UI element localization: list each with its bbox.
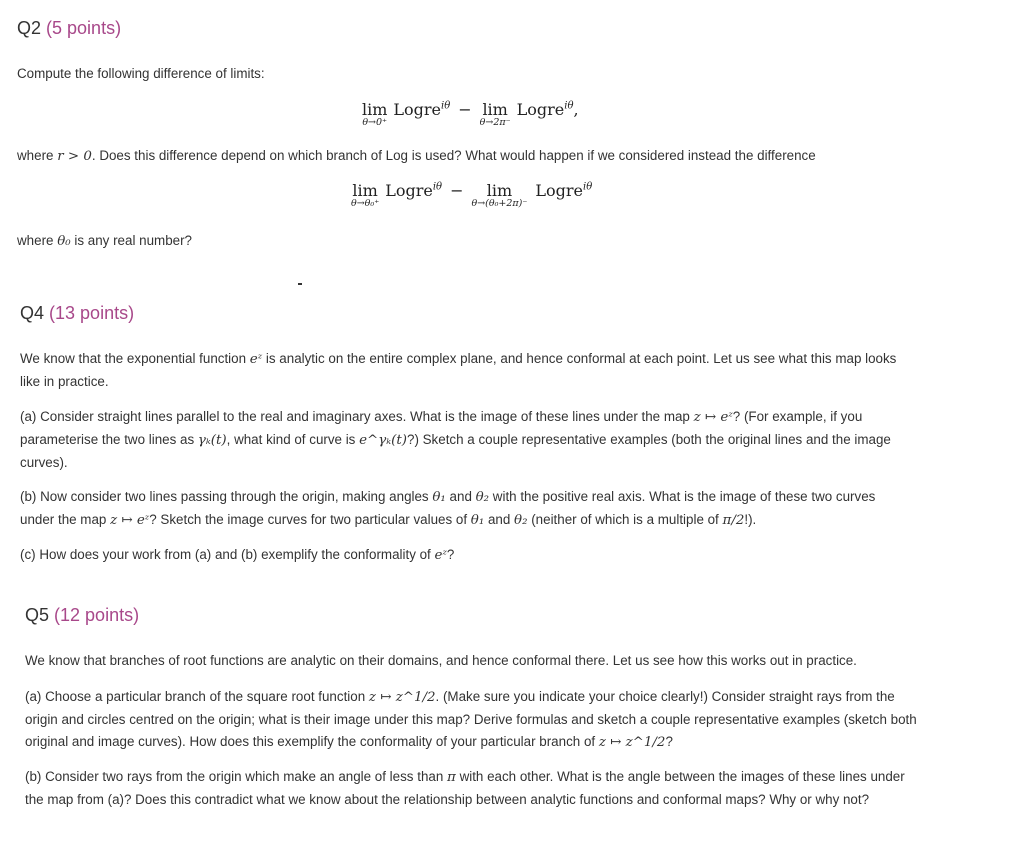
q5-part-b: (b) Consider two rays from the origin which make an angle of less than π with each other. What is the angle between the images of these lines under the map from (a)? Does this contradict what we know about the relationship between analytic functions and conformal maps? Why or why not? — [25, 769, 905, 807]
lim-label: lim — [352, 181, 378, 200]
q2-title: Q2 — [17, 18, 42, 38]
q4-heading — [20, 303, 134, 324]
lim-label: lim — [486, 181, 513, 200]
q2-intro: Compute the following difference of limits: — [17, 66, 265, 81]
q2-limit-expression — [362, 100, 579, 128]
q4-intro: We know that the exponential function eᶻ is analytic on the entire complex plane, and hence conformal at each point. Let us see what this map looks like in practice. — [20, 351, 897, 389]
lim-label: lim — [362, 100, 388, 119]
q5-part-a: (a) Choose a particular branch of the square root function z ↦ z^1/2. (Make sure you indicate your choice clearly!) Consider straight rays from the origin and circles centred on the origin; what is their image under this map? Derive formulas and sketch a couple representative examples (sketch both original and image curves). How does this exemplify the conformality of your particular branch of z ↦ z^1/2? — [25, 689, 917, 750]
q4-part-a: (a) Consider straight lines parallel to the real and imaginary axes. What is the image of these lines under the map z ↦ eᶻ? (For example, if you parameterise the two lines as γₖ(t), what kind of curve is e^γₖ(t)?) Sketch a couple representative examples (both the original lines and the image curves). — [20, 409, 891, 470]
lim-label: lim — [482, 100, 508, 119]
q2-limit3 — [351, 181, 379, 209]
log-function: Logre$^{i\theta}$ — [385, 181, 443, 200]
log-function: Logre$^{i\theta}$ — [393, 100, 451, 119]
lim-subscript: θ→θ₀⁺ — [351, 198, 380, 209]
minus-sign: − — [450, 181, 464, 200]
q5-points: (12 points) — [54, 605, 140, 625]
math-theta0: θ₀ — [57, 234, 71, 249]
q5-title: Q5 — [25, 605, 50, 625]
comma: , — [573, 100, 579, 119]
q4-part-c: (c) How does your work from (a) and (b) exemplify the conformality of eᶻ? — [20, 547, 455, 563]
log-function: Logre$^{i\theta}$ — [516, 100, 574, 119]
q4-title: Q4 — [20, 303, 45, 323]
q2-limit1 — [362, 100, 387, 128]
q2-limit4 — [471, 181, 527, 209]
q2-points: (5 points) — [46, 18, 122, 38]
q2-theta-paragraph: where θ₀ is any real number? — [17, 233, 192, 249]
q2-limit2 — [480, 100, 511, 128]
q2-where-paragraph: where r > 0. Does this difference depend on which branch of Log is used? What would happen if we considered instead the difference — [17, 148, 816, 164]
q2-limit-expression-2 — [351, 181, 592, 209]
q4-points: (13 points) — [49, 303, 135, 323]
stray-mark — [298, 283, 302, 285]
lim-subscript: θ→2π⁻ — [479, 117, 511, 128]
q2-heading — [17, 18, 121, 39]
q5-heading — [25, 605, 139, 626]
lim-subscript: θ→(θ₀+2π)⁻ — [471, 198, 528, 209]
q4-part-b: (b) Now consider two lines passing through the origin, making angles θ₁ and θ₂ with the positive real axis. What is the image of these two curves under the map z ↦ eᶻ? Sketch the image curves for two particular values of θ₁ and θ₂ (neither of which is a multiple of π/2!). — [20, 489, 876, 528]
lim-subscript: θ→0⁺ — [362, 117, 388, 128]
math-r: r > 0 — [57, 149, 92, 164]
minus-sign: − — [458, 100, 472, 119]
q5-intro: We know that branches of root functions are analytic on their domains, and hence conformal there. Let us see how this works out in practice. — [25, 653, 857, 668]
log-function: Logre$^{i\theta}$ — [535, 181, 593, 200]
